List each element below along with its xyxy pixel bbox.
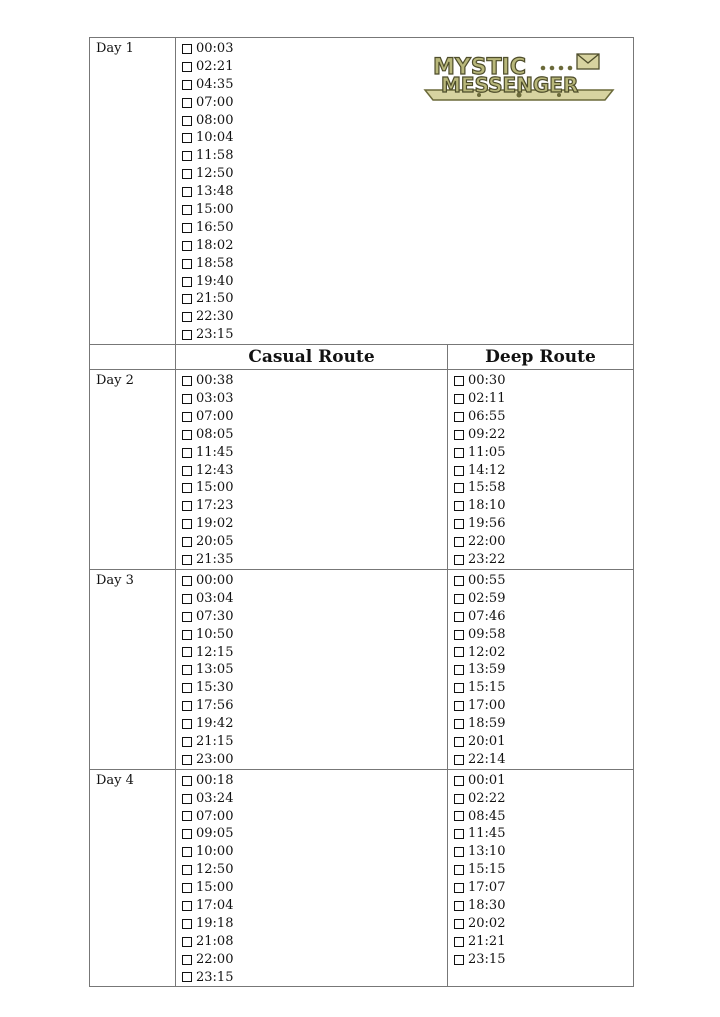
checkbox-icon[interactable] bbox=[454, 594, 464, 604]
time-item[interactable] bbox=[182, 590, 447, 608]
checkbox-icon[interactable] bbox=[454, 919, 464, 929]
checkbox-icon[interactable] bbox=[182, 483, 192, 493]
time-item[interactable] bbox=[182, 808, 447, 826]
time-item[interactable] bbox=[454, 644, 633, 662]
time-text: 10:04 bbox=[196, 130, 234, 146]
time-item[interactable] bbox=[454, 590, 633, 608]
checkbox-icon[interactable] bbox=[182, 448, 192, 458]
time-item[interactable] bbox=[454, 933, 633, 951]
checkbox-icon[interactable] bbox=[182, 847, 192, 857]
time-item[interactable] bbox=[182, 444, 447, 462]
time-text: 17:07 bbox=[468, 880, 506, 896]
checkbox-icon[interactable] bbox=[454, 737, 464, 747]
time-item[interactable] bbox=[454, 733, 633, 751]
checkbox-icon[interactable] bbox=[454, 394, 464, 404]
time-item[interactable] bbox=[182, 462, 447, 480]
checkbox-icon[interactable] bbox=[182, 737, 192, 747]
time-item[interactable] bbox=[454, 715, 633, 733]
time-text: 23:15 bbox=[196, 969, 234, 985]
time-item[interactable] bbox=[182, 572, 447, 590]
time-item[interactable] bbox=[182, 219, 633, 237]
time-text: 00:38 bbox=[196, 373, 234, 389]
checkbox-icon[interactable] bbox=[454, 537, 464, 547]
time-item[interactable] bbox=[454, 825, 633, 843]
time-text: 12:50 bbox=[196, 166, 234, 182]
casual-route-cell bbox=[176, 370, 448, 570]
time-text: 21:35 bbox=[196, 552, 234, 568]
mystic-messenger-logo bbox=[419, 46, 619, 104]
time-item[interactable] bbox=[454, 679, 633, 697]
checkbox-icon[interactable] bbox=[182, 612, 192, 622]
schedule-table bbox=[89, 37, 634, 987]
time-text: 10:50 bbox=[196, 626, 234, 642]
time-item[interactable] bbox=[454, 626, 633, 644]
checkbox-icon[interactable] bbox=[182, 811, 192, 821]
time-item[interactable] bbox=[454, 608, 633, 626]
time-item[interactable] bbox=[182, 533, 447, 551]
time-item[interactable] bbox=[182, 879, 447, 897]
checkbox-icon[interactable] bbox=[182, 116, 192, 126]
time-item[interactable] bbox=[182, 290, 633, 308]
time-item[interactable] bbox=[182, 255, 633, 273]
time-item[interactable] bbox=[182, 515, 447, 533]
time-text: 17:04 bbox=[196, 897, 234, 913]
checkbox-icon[interactable] bbox=[182, 719, 192, 729]
time-item[interactable] bbox=[182, 825, 447, 843]
time-text: 15:15 bbox=[468, 862, 506, 878]
time-item[interactable] bbox=[182, 201, 633, 219]
checkbox-icon[interactable] bbox=[182, 259, 192, 269]
checkbox-icon[interactable] bbox=[182, 412, 192, 422]
checkbox-icon[interactable] bbox=[182, 80, 192, 90]
checkbox-icon[interactable] bbox=[182, 394, 192, 404]
checkbox-icon[interactable] bbox=[454, 555, 464, 565]
checkbox-icon[interactable] bbox=[182, 576, 192, 586]
time-item[interactable] bbox=[454, 697, 633, 715]
checkbox-icon[interactable] bbox=[182, 794, 192, 804]
checkbox-icon[interactable] bbox=[454, 448, 464, 458]
time-item[interactable] bbox=[454, 390, 633, 408]
time-text: 20:02 bbox=[468, 915, 506, 931]
time-text: 09:05 bbox=[196, 826, 234, 842]
time-text: 14:12 bbox=[468, 462, 506, 478]
time-item[interactable] bbox=[182, 497, 447, 515]
time-item[interactable] bbox=[182, 426, 447, 444]
time-item[interactable] bbox=[182, 751, 447, 769]
time-item[interactable] bbox=[182, 733, 447, 751]
checkbox-icon[interactable] bbox=[454, 376, 464, 386]
checkbox-icon[interactable] bbox=[182, 901, 192, 911]
day-label: Day 2 bbox=[90, 370, 176, 570]
time-text: 00:55 bbox=[468, 572, 506, 588]
checkbox-icon[interactable] bbox=[454, 901, 464, 911]
time-text: 07:00 bbox=[196, 808, 234, 824]
checkbox-icon[interactable] bbox=[182, 330, 192, 340]
time-item[interactable] bbox=[454, 533, 633, 551]
time-text: 22:00 bbox=[468, 534, 506, 550]
time-text: 22:00 bbox=[196, 951, 234, 967]
time-item[interactable] bbox=[454, 808, 633, 826]
time-item[interactable] bbox=[182, 183, 633, 201]
checkbox-icon[interactable] bbox=[182, 937, 192, 947]
logo-line2: MESSENGER bbox=[441, 73, 579, 97]
time-item[interactable] bbox=[454, 790, 633, 808]
time-item[interactable] bbox=[454, 372, 633, 390]
time-text: 02:21 bbox=[196, 58, 234, 74]
time-item[interactable] bbox=[454, 551, 633, 569]
time-item[interactable] bbox=[454, 843, 633, 861]
time-item[interactable] bbox=[182, 644, 447, 662]
checkbox-icon[interactable] bbox=[182, 594, 192, 604]
time-item[interactable] bbox=[454, 497, 633, 515]
time-item[interactable] bbox=[454, 515, 633, 533]
time-text: 02:22 bbox=[468, 790, 506, 806]
time-text: 10:00 bbox=[196, 844, 234, 860]
time-item[interactable] bbox=[454, 897, 633, 915]
time-item[interactable] bbox=[182, 147, 633, 165]
time-text: 09:58 bbox=[468, 626, 506, 642]
time-item[interactable] bbox=[182, 608, 447, 626]
checkbox-icon[interactable] bbox=[182, 776, 192, 786]
time-text: 00:30 bbox=[468, 373, 506, 389]
time-text: 22:30 bbox=[196, 309, 234, 325]
checkbox-icon[interactable] bbox=[182, 701, 192, 711]
time-item[interactable] bbox=[182, 372, 447, 390]
checkbox-icon[interactable] bbox=[454, 612, 464, 622]
time-item[interactable] bbox=[182, 308, 633, 326]
time-item[interactable] bbox=[182, 679, 447, 697]
logo-line1: MYSTIC bbox=[433, 55, 527, 80]
casual-checklist bbox=[176, 770, 447, 987]
time-text: 11:45 bbox=[468, 826, 506, 842]
time-item[interactable] bbox=[182, 697, 447, 715]
checkbox-icon[interactable] bbox=[182, 294, 192, 304]
time-text: 22:14 bbox=[468, 751, 506, 767]
time-text: 07:00 bbox=[196, 94, 234, 110]
time-text: 11:05 bbox=[468, 444, 506, 460]
time-text: 19:40 bbox=[196, 273, 234, 289]
time-text: 19:18 bbox=[196, 915, 234, 931]
checkbox-icon[interactable] bbox=[182, 865, 192, 875]
day-row bbox=[90, 569, 634, 769]
time-item[interactable] bbox=[182, 112, 633, 130]
time-text: 18:02 bbox=[196, 237, 234, 253]
checkbox-icon[interactable] bbox=[182, 133, 192, 143]
checkbox-icon[interactable] bbox=[454, 755, 464, 765]
checkbox-icon[interactable] bbox=[182, 430, 192, 440]
time-text: 19:02 bbox=[196, 516, 234, 532]
checkbox-icon[interactable] bbox=[182, 151, 192, 161]
deep-checklist bbox=[448, 370, 633, 569]
time-text: 15:30 bbox=[196, 680, 234, 696]
checkbox-icon[interactable] bbox=[182, 466, 192, 476]
time-item[interactable] bbox=[454, 879, 633, 897]
casual-route-header: Casual Route bbox=[176, 345, 448, 370]
time-item[interactable] bbox=[182, 951, 447, 969]
checkbox-icon[interactable] bbox=[182, 187, 192, 197]
time-item[interactable] bbox=[182, 790, 447, 808]
checkbox-icon[interactable] bbox=[182, 630, 192, 640]
time-item[interactable] bbox=[182, 129, 633, 147]
time-text: 07:30 bbox=[196, 608, 234, 624]
day-label: Day 4 bbox=[90, 769, 176, 987]
checkbox-icon[interactable] bbox=[454, 630, 464, 640]
deep-route-cell bbox=[448, 569, 634, 769]
envelope-icon bbox=[577, 54, 599, 69]
time-text: 02:11 bbox=[468, 391, 506, 407]
time-item[interactable] bbox=[454, 408, 633, 426]
time-text: 23:15 bbox=[468, 951, 506, 967]
deep-route-cell bbox=[448, 769, 634, 987]
time-text: 21:21 bbox=[468, 933, 506, 949]
time-text: 02:59 bbox=[468, 590, 506, 606]
checkbox-icon[interactable] bbox=[182, 376, 192, 386]
time-text: 18:58 bbox=[196, 255, 234, 271]
time-item[interactable] bbox=[182, 661, 447, 679]
time-text: 12:15 bbox=[196, 644, 234, 660]
time-text: 07:46 bbox=[468, 608, 506, 624]
checkbox-icon[interactable] bbox=[182, 972, 192, 982]
deep-route-cell bbox=[448, 370, 634, 570]
time-item[interactable] bbox=[182, 715, 447, 733]
time-item[interactable] bbox=[182, 915, 447, 933]
checkbox-icon[interactable] bbox=[182, 519, 192, 529]
time-text: 00:00 bbox=[196, 572, 234, 588]
time-text: 23:15 bbox=[196, 327, 234, 343]
checkbox-icon[interactable] bbox=[182, 169, 192, 179]
checkbox-icon[interactable] bbox=[454, 776, 464, 786]
checkbox-icon[interactable] bbox=[454, 883, 464, 893]
time-text: 12:50 bbox=[196, 862, 234, 878]
time-item[interactable] bbox=[182, 897, 447, 915]
deep-route-header: Deep Route bbox=[448, 345, 634, 370]
time-item[interactable] bbox=[182, 933, 447, 951]
time-text: 08:00 bbox=[196, 112, 234, 128]
time-item[interactable] bbox=[182, 479, 447, 497]
time-item[interactable] bbox=[182, 326, 633, 344]
checkbox-icon[interactable] bbox=[454, 811, 464, 821]
day-row bbox=[90, 769, 634, 987]
time-item[interactable] bbox=[182, 843, 447, 861]
day-label: Day 3 bbox=[90, 569, 176, 769]
time-text: 13:48 bbox=[196, 184, 234, 200]
time-item[interactable] bbox=[182, 626, 447, 644]
checkbox-icon[interactable] bbox=[182, 44, 192, 54]
checkbox-icon[interactable] bbox=[454, 519, 464, 529]
time-text: 12:02 bbox=[468, 644, 506, 660]
casual-route-cell bbox=[176, 569, 448, 769]
checkbox-icon[interactable] bbox=[182, 62, 192, 72]
time-text: 03:04 bbox=[196, 590, 234, 606]
time-text: 21:15 bbox=[196, 733, 234, 749]
time-text: 20:05 bbox=[196, 534, 234, 550]
time-item[interactable] bbox=[182, 237, 633, 255]
time-text: 19:56 bbox=[468, 516, 506, 532]
time-text: 12:43 bbox=[196, 462, 234, 478]
time-text: 15:15 bbox=[468, 680, 506, 696]
time-text: 06:55 bbox=[468, 408, 506, 424]
checkbox-icon[interactable] bbox=[454, 665, 464, 675]
time-text: 15:58 bbox=[468, 480, 506, 496]
casual-checklist bbox=[176, 570, 447, 769]
day1-cell bbox=[176, 38, 634, 345]
time-item[interactable] bbox=[182, 408, 447, 426]
time-item[interactable] bbox=[454, 661, 633, 679]
checkbox-icon[interactable] bbox=[454, 865, 464, 875]
route-header-row bbox=[90, 345, 634, 370]
checkbox-icon[interactable] bbox=[454, 847, 464, 857]
time-text: 16:50 bbox=[196, 219, 234, 235]
time-item[interactable] bbox=[182, 273, 633, 291]
time-text: 07:00 bbox=[196, 408, 234, 424]
checkbox-icon[interactable] bbox=[454, 955, 464, 965]
time-text: 21:50 bbox=[196, 291, 234, 307]
checkbox-icon[interactable] bbox=[454, 430, 464, 440]
day1-row bbox=[90, 38, 634, 345]
checkbox-icon[interactable] bbox=[182, 755, 192, 765]
time-item[interactable] bbox=[182, 969, 447, 987]
time-text: 11:45 bbox=[196, 444, 234, 460]
time-item[interactable] bbox=[182, 390, 447, 408]
checkbox-icon[interactable] bbox=[182, 501, 192, 511]
checkbox-icon[interactable] bbox=[454, 576, 464, 586]
time-item[interactable] bbox=[454, 462, 633, 480]
checkbox-icon[interactable] bbox=[454, 719, 464, 729]
time-item[interactable] bbox=[454, 479, 633, 497]
time-item[interactable] bbox=[182, 772, 447, 790]
checkbox-icon[interactable] bbox=[182, 647, 192, 657]
days-body bbox=[90, 370, 634, 987]
time-item[interactable] bbox=[454, 444, 633, 462]
checkbox-icon[interactable] bbox=[454, 701, 464, 711]
casual-route-cell bbox=[176, 769, 448, 987]
time-text: 13:59 bbox=[468, 662, 506, 678]
time-text: 03:03 bbox=[196, 391, 234, 407]
checkbox-icon[interactable] bbox=[182, 205, 192, 215]
checkbox-icon[interactable] bbox=[182, 98, 192, 108]
time-item[interactable] bbox=[454, 861, 633, 879]
checkbox-icon[interactable] bbox=[182, 919, 192, 929]
time-text: 23:00 bbox=[196, 751, 234, 767]
time-text: 11:58 bbox=[196, 148, 234, 164]
day-row bbox=[90, 370, 634, 570]
time-text: 08:45 bbox=[468, 808, 506, 824]
time-item[interactable] bbox=[454, 772, 633, 790]
time-text: 00:01 bbox=[468, 772, 506, 788]
time-text: 04:35 bbox=[196, 76, 234, 92]
checkbox-icon[interactable] bbox=[454, 829, 464, 839]
checkbox-icon[interactable] bbox=[182, 223, 192, 233]
time-text: 13:05 bbox=[196, 662, 234, 678]
time-item[interactable] bbox=[454, 426, 633, 444]
time-item[interactable] bbox=[454, 751, 633, 769]
checkbox-icon[interactable] bbox=[454, 466, 464, 476]
checkbox-icon[interactable] bbox=[182, 883, 192, 893]
checkbox-icon[interactable] bbox=[182, 955, 192, 965]
checkbox-icon[interactable] bbox=[454, 794, 464, 804]
checkbox-icon[interactable] bbox=[454, 501, 464, 511]
time-text: 21:08 bbox=[196, 933, 234, 949]
casual-checklist bbox=[176, 370, 447, 569]
time-item[interactable] bbox=[182, 165, 633, 183]
checkbox-icon[interactable] bbox=[182, 537, 192, 547]
time-text: 17:23 bbox=[196, 498, 234, 514]
checkbox-icon[interactable] bbox=[182, 665, 192, 675]
time-text: 17:56 bbox=[196, 698, 234, 714]
time-text: 09:22 bbox=[468, 426, 506, 442]
time-text: 00:03 bbox=[196, 41, 234, 56]
time-item[interactable] bbox=[182, 551, 447, 569]
checkbox-icon[interactable] bbox=[182, 555, 192, 565]
time-text: 03:24 bbox=[196, 790, 234, 806]
time-text: 00:18 bbox=[196, 772, 234, 788]
time-text: 17:00 bbox=[468, 698, 506, 714]
time-text: 18:10 bbox=[468, 498, 506, 514]
checkbox-icon[interactable] bbox=[182, 241, 192, 251]
checkbox-icon[interactable] bbox=[454, 937, 464, 947]
checkbox-icon[interactable] bbox=[182, 277, 192, 287]
time-text: 18:30 bbox=[468, 897, 506, 913]
checkbox-icon[interactable] bbox=[454, 412, 464, 422]
checkbox-icon[interactable] bbox=[454, 483, 464, 493]
time-item[interactable] bbox=[454, 951, 633, 969]
checkbox-icon[interactable] bbox=[454, 647, 464, 657]
day-label: Day 1 bbox=[90, 38, 176, 345]
time-item[interactable] bbox=[182, 861, 447, 879]
time-text: 15:00 bbox=[196, 880, 234, 896]
checkbox-icon[interactable] bbox=[182, 312, 192, 322]
deep-checklist bbox=[448, 570, 633, 769]
time-text: 18:59 bbox=[468, 716, 506, 732]
time-text: 08:05 bbox=[196, 426, 234, 442]
deep-checklist bbox=[448, 770, 633, 969]
time-text: 15:00 bbox=[196, 480, 234, 496]
checkbox-icon[interactable] bbox=[454, 683, 464, 693]
time-text: 20:01 bbox=[468, 733, 506, 749]
time-text: 23:22 bbox=[468, 552, 506, 568]
time-text: 13:10 bbox=[468, 844, 506, 860]
time-text: 15:00 bbox=[196, 202, 234, 218]
time-item[interactable] bbox=[454, 572, 633, 590]
checkbox-icon[interactable] bbox=[182, 829, 192, 839]
time-item[interactable] bbox=[454, 915, 633, 933]
time-text: 19:42 bbox=[196, 716, 234, 732]
checkbox-icon[interactable] bbox=[182, 683, 192, 693]
